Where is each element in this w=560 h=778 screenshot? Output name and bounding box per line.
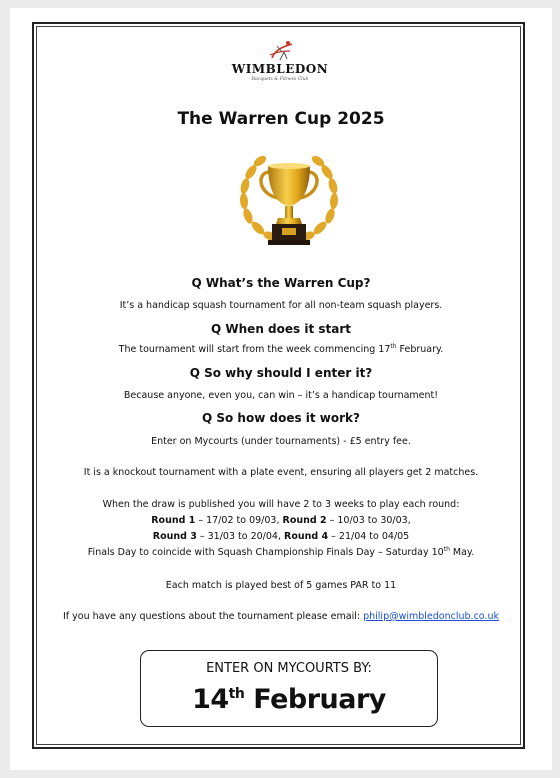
finals-day: Finals Day to coincide with Squash Championship Finals Day – Saturday 10th May.: [87, 545, 475, 558]
page-border: [32, 22, 525, 749]
knockout-text: It is a knockout tournament with a plate event, ensuring all players get 2 matches.: [83, 467, 479, 478]
answer-when: The tournament will start from the week commencing 17th February.: [118, 342, 444, 355]
logo-name: WIMBLEDON: [231, 62, 329, 76]
entry-deadline-box: [140, 650, 438, 727]
trophy-icon: [238, 146, 340, 254]
question-what: Q What’s the Warren Cup?: [191, 276, 371, 290]
question-how: Q So how does it work?: [201, 411, 360, 425]
question-why: Q So why should I enter it?: [189, 366, 373, 380]
draw-intro: When the draw is published you will have 2 to 3 weeks to play each round:: [102, 499, 460, 510]
answer-why: Because anyone, even you, can win – it’s a handicap tournament!: [123, 390, 439, 401]
club-logo: [230, 38, 330, 88]
answer-what: It’s a handicap squash tournament for all non-team squash players.: [119, 300, 443, 311]
question-when: Q When does it start: [211, 322, 351, 336]
contact-line: If you have any questions about the tournament please email: philip@wimbledonclub.co.uk: [63, 611, 499, 622]
document-page: [10, 8, 552, 770]
answer-how: Enter on Mycourts (under tournaments) - £5 entry fee.: [151, 436, 411, 447]
rounds-line-1: Round 1 – 17/02 to 09/03, Round 2 – 10/03 to 30/03,: [151, 515, 411, 526]
match-format: Each match is played best of 5 games PAR to 11: [165, 580, 397, 591]
entry-deadline-date: 14th February: [192, 684, 386, 715]
entry-deadline-label: ENTER ON MYCOURTS BY:: [206, 661, 372, 676]
contact-email-link[interactable]: philip@wimbledonclub.co.uk: [363, 611, 499, 622]
rounds-line-2: Round 3 – 31/03 to 20/04, Round 4 – 21/04 to 04/05: [152, 531, 410, 542]
page-title: The Warren Cup 2025: [177, 109, 385, 129]
logo-subtitle: Racquets & Fitness Club: [251, 77, 309, 82]
racquet-emblem-icon: [230, 38, 330, 64]
